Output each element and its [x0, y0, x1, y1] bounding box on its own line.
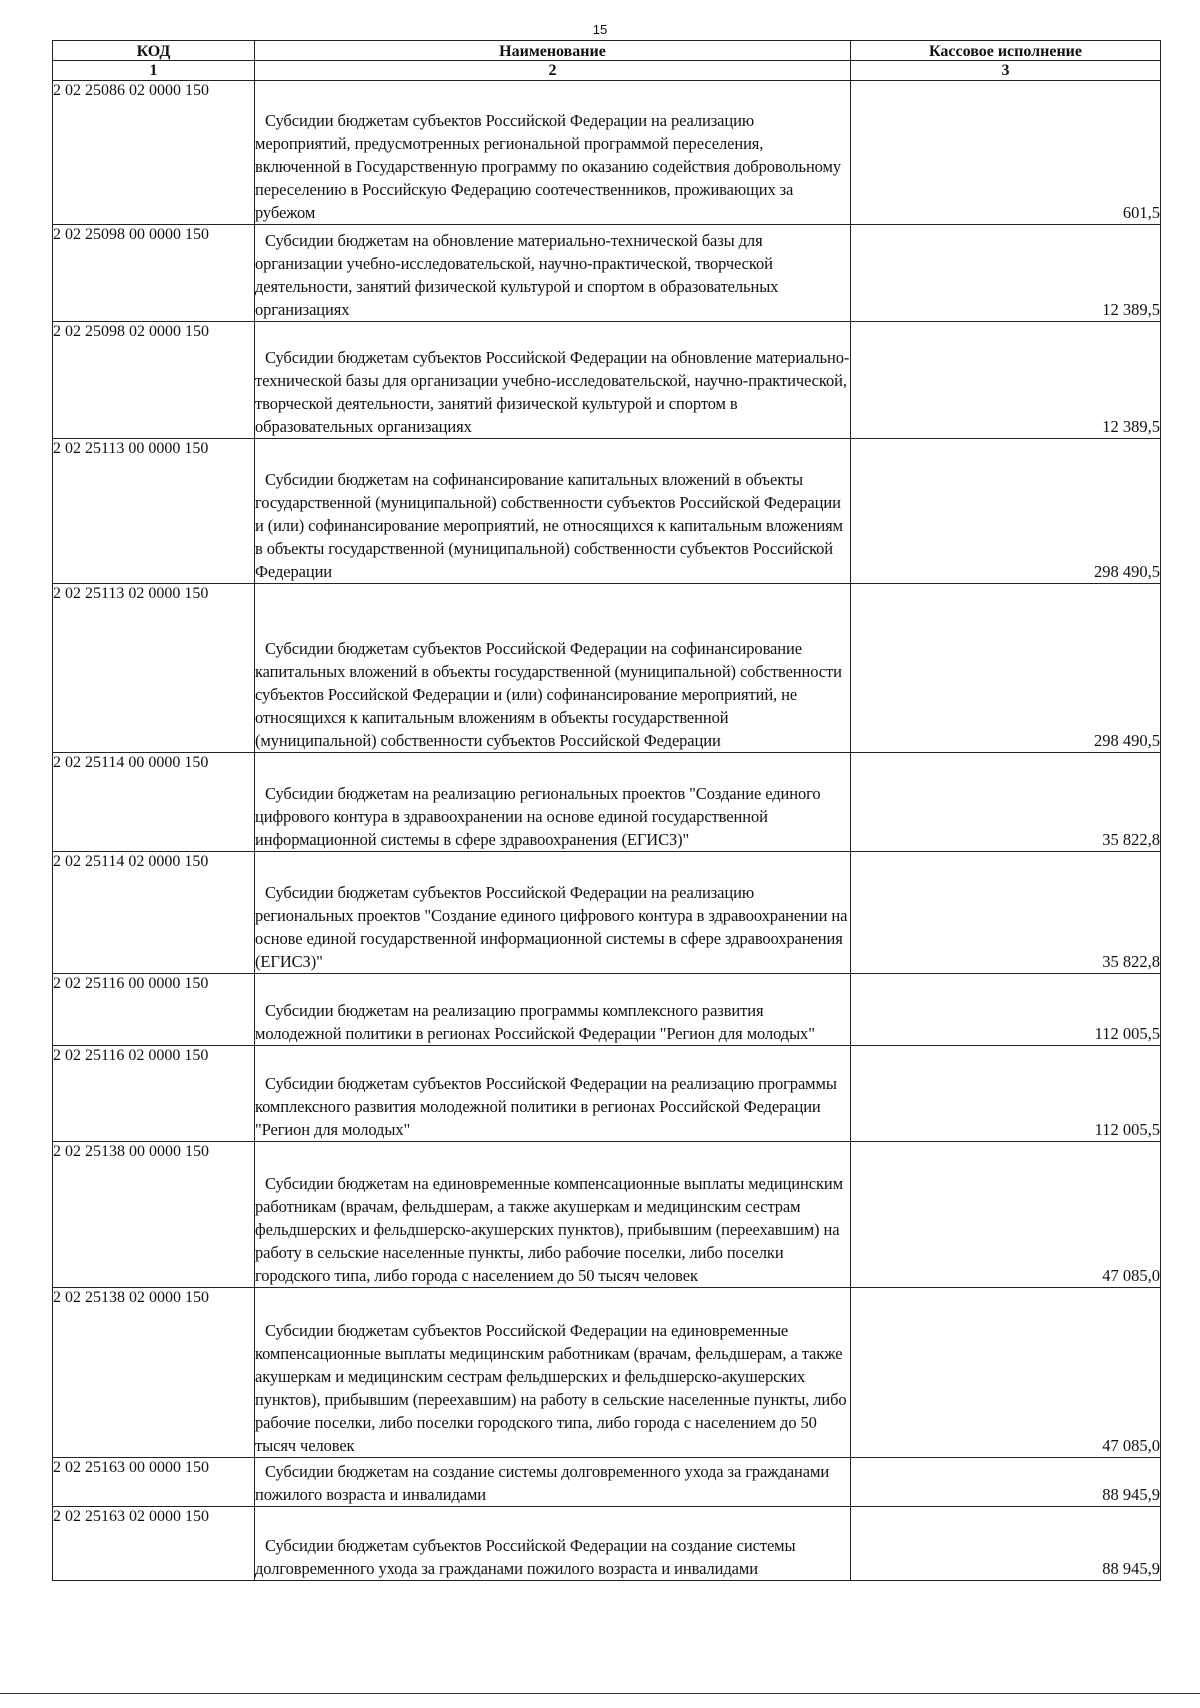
row-code: 2 02 25163 00 0000 150 [53, 1458, 255, 1507]
row-name-text: Субсидии бюджетам на обновление материально-технической базы для организации учебно-исследовательской, научно-практической, творческой деятельности, занятий физической культурой и спортом в образовательных организациях [255, 231, 779, 319]
row-sum: 112 005,5 [851, 974, 1161, 1046]
row-name [255, 1046, 851, 1142]
table-row [53, 974, 1161, 1046]
row-code: 2 02 25086 02 0000 150 [53, 81, 255, 225]
row-name [255, 753, 851, 852]
row-name [255, 1458, 851, 1507]
table-row [53, 81, 1161, 225]
budget-revenue-table [52, 40, 1161, 1581]
row-code: 2 02 25116 00 0000 150 [53, 974, 255, 1046]
row-code: 2 02 25113 02 0000 150 [53, 584, 255, 753]
row-code: 2 02 25114 00 0000 150 [53, 753, 255, 852]
row-sum: 112 005,5 [851, 1046, 1161, 1142]
column-number-name: 2 [255, 61, 851, 81]
row-sum: 12 389,5 [851, 225, 1161, 322]
row-name-text: Субсидии бюджетам субъектов Российской Федерации на реализацию программы комплексного развития молодежной политики в регионах Российской Федерации "Регион для молодых" [255, 1074, 837, 1139]
row-code: 2 02 25116 02 0000 150 [53, 1046, 255, 1142]
page-bottom-edge [0, 1693, 1200, 1708]
table-row [53, 1507, 1161, 1581]
row-name-text: Субсидии бюджетам на реализацию региональных проектов "Создание единого цифрового контура в здравоохранении на основе единой государственной информационной системы в сфере здравоохранения (ЕГИСЗ)" [255, 784, 821, 849]
row-name-text: Субсидии бюджетам субъектов Российской Федерации на единовременные компенсационные выплаты медицинским работникам (врачам, фельдшерам, а также акушеркам и медицинским сестрам фельдшерских и фельдшерско-акушерских пунктов), прибывшим (переехавшим) на работу в сельские населенные пункты, либо рабочие поселки, либо поселки городского типа, либо города с населением до 50 тысяч человек [255, 1321, 847, 1455]
row-code: 2 02 25098 02 0000 150 [53, 322, 255, 439]
row-name-text: Субсидии бюджетам субъектов Российской Федерации на обновление материально-технической базы для организации учебно-исследовательской, научно-практической, творческой деятельности, занятий физической культурой и спортом в образовательных организациях [255, 348, 850, 436]
row-name-text: Субсидии бюджетам на реализацию программы комплексного развития молодежной политики в регионах Российской Федерации "Регион для молодых" [255, 1001, 815, 1043]
table-row [53, 753, 1161, 852]
row-name-text: Субсидии бюджетам субъектов Российской Федерации на создание системы долговременного ухода за гражданами пожилого возраста и инвалидами [255, 1536, 796, 1578]
row-name-text: Субсидии бюджетам на софинансирование капитальных вложений в объекты государственной (муниципальной) собственности субъектов Российской Федерации и (или) софинансирование мероприятий, не относящихся к капитальным вложениям в объекты государственной (муниципальной) собственности субъектов Российской Федерации [255, 470, 843, 581]
row-sum: 298 490,5 [851, 584, 1161, 753]
row-name [255, 322, 851, 439]
header-name: Наименование [255, 41, 851, 61]
table-row [53, 1458, 1161, 1507]
row-sum: 88 945,9 [851, 1458, 1161, 1507]
row-code: 2 02 25098 00 0000 150 [53, 225, 255, 322]
row-sum: 47 085,0 [851, 1142, 1161, 1288]
row-sum: 601,5 [851, 81, 1161, 225]
row-name [255, 1142, 851, 1288]
row-name-text: Субсидии бюджетам на создание системы долговременного ухода за гражданами пожилого возраста и инвалидами [255, 1462, 830, 1504]
table-row [53, 1142, 1161, 1288]
row-name [255, 1507, 851, 1581]
row-name [255, 81, 851, 225]
row-code: 2 02 25138 00 0000 150 [53, 1142, 255, 1288]
row-code: 2 02 25138 02 0000 150 [53, 1288, 255, 1458]
row-sum: 47 085,0 [851, 1288, 1161, 1458]
row-sum: 35 822,8 [851, 852, 1161, 974]
table-row [53, 584, 1161, 753]
row-name-text: Субсидии бюджетам субъектов Российской Федерации на софинансирование капитальных вложений в объекты государственной (муниципальной) собственности субъектов Российской Федерации и (или) софинансирование мероприятий, не относящихся к капитальным вложениям в объекты государственной (муниципальной) собственности субъектов Российской Федерации [255, 639, 842, 750]
row-name [255, 225, 851, 322]
row-code: 2 02 25113 00 0000 150 [53, 439, 255, 584]
row-sum: 298 490,5 [851, 439, 1161, 584]
row-code: 2 02 25163 02 0000 150 [53, 1507, 255, 1581]
table-row [53, 1288, 1161, 1458]
row-name-text: Субсидии бюджетам субъектов Российской Федерации на реализацию региональных проектов "Создание единого цифрового контура в здравоохранении на основе единой государственной информационной системы в сфере здравоохранения (ЕГИСЗ)" [255, 883, 848, 971]
table-header-row [53, 41, 1161, 61]
header-code: КОД [53, 41, 255, 61]
row-name-text: Субсидии бюджетам на единовременные компенсационные выплаты медицинским работникам (врачам, фельдшерам, а также акушеркам и медицинским сестрам фельдшерских и фельдшерско-акушерских пунктов), прибывшим (переехавшим) на работу в сельские населенные пункты, либо рабочие поселки, либо поселки городского типа, либо города с населением до 50 тысяч человек [255, 1174, 843, 1285]
table-row [53, 852, 1161, 974]
row-name [255, 1288, 851, 1458]
table-row [53, 225, 1161, 322]
table-row [53, 1046, 1161, 1142]
row-name-text: Субсидии бюджетам субъектов Российской Федерации на реализацию мероприятий, предусмотренных региональной программой переселения, включенной в Государственную программу по оказанию содействия добровольному переселению в Российскую Федерацию соотечественников, проживающих за рубежом [255, 111, 842, 222]
column-number-row [53, 61, 1161, 81]
row-name [255, 584, 851, 753]
row-sum: 35 822,8 [851, 753, 1161, 852]
column-number-code: 1 [53, 61, 255, 81]
page-number: 15 [592, 22, 608, 37]
table-row [53, 439, 1161, 584]
column-number-sum: 3 [851, 61, 1161, 81]
row-name [255, 974, 851, 1046]
header-sum: Кассовое исполнение [851, 41, 1161, 61]
row-sum: 88 945,9 [851, 1507, 1161, 1581]
row-code: 2 02 25114 02 0000 150 [53, 852, 255, 974]
row-name [255, 852, 851, 974]
row-name [255, 439, 851, 584]
table-row [53, 322, 1161, 439]
row-sum: 12 389,5 [851, 322, 1161, 439]
